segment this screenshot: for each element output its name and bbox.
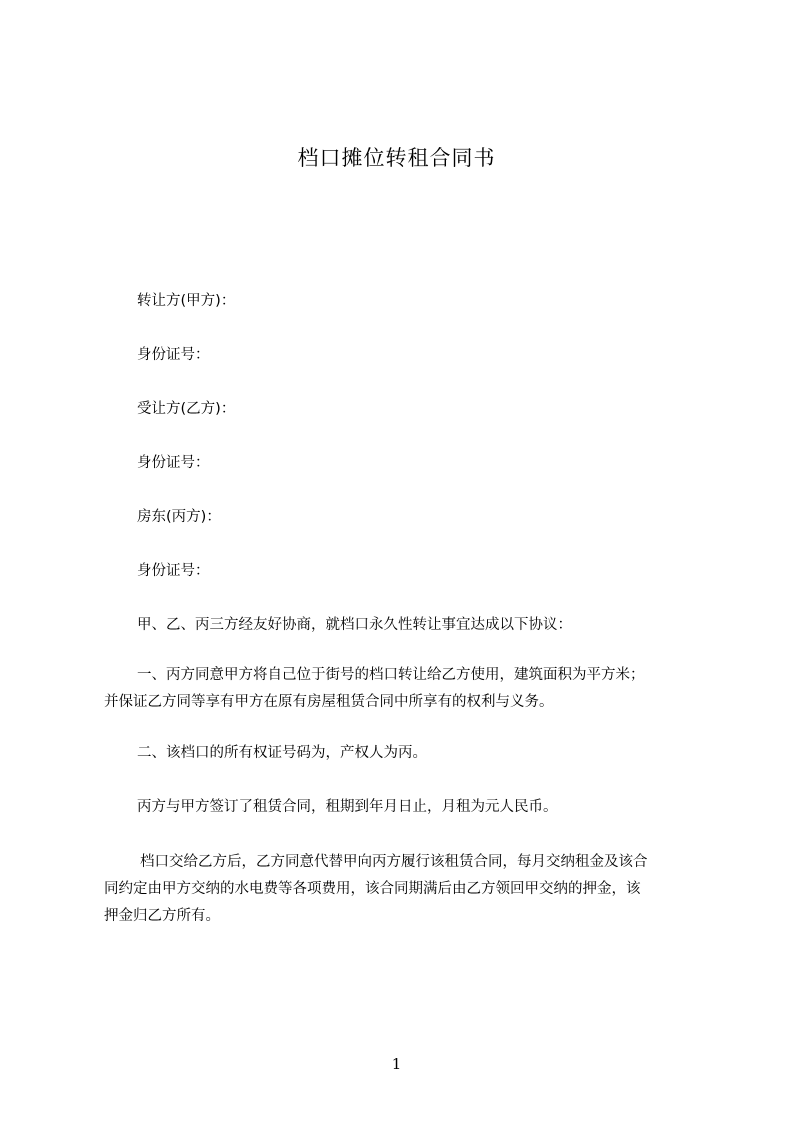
clause-2: 二、该档口的所有权证号码为，产权人为丙。 [137, 745, 427, 761]
transferor-field: 转让方(甲方)： [137, 293, 236, 309]
clause-1-line-1: 一、丙方同意甲方将自己位于街号的档口转让给乙方使用，建筑面积为平方米； [137, 667, 645, 683]
page-number: 1 [391, 1055, 402, 1073]
lease-terms: 丙方与甲方签订了租赁合同，租期到年月日止，月租为元人民币。 [137, 799, 558, 815]
landlord-id-field: 身份证号： [137, 563, 210, 579]
clause-1-line-2: 并保证乙方同等享有甲方在原有房屋租赁合同中所享有的权利与义务。 [104, 694, 554, 710]
transferor-id-field: 身份证号： [137, 347, 210, 363]
handover-line-1: 档口交给乙方后，乙方同意代替甲向丙方履行该租赁合同，每月交纳租金及该合 [140, 854, 648, 870]
transferee-field: 受让方(乙方)： [137, 401, 236, 417]
handover-line-3: 押金归乙方所有。 [104, 908, 220, 924]
landlord-field: 房东(丙方)： [137, 509, 221, 525]
transferee-id-field: 身份证号： [137, 455, 210, 471]
handover-line-2: 同约定由甲方交纳的水电费等各项费用，该合同期满后由乙方领回甲交纳的押金，该 [104, 881, 641, 897]
document-title: 档口摊位转租合同书 [297, 146, 496, 170]
agreement-intro: 甲、乙、丙三方经友好协商，就档口永久性转让事宜达成以下协议： [137, 617, 572, 633]
